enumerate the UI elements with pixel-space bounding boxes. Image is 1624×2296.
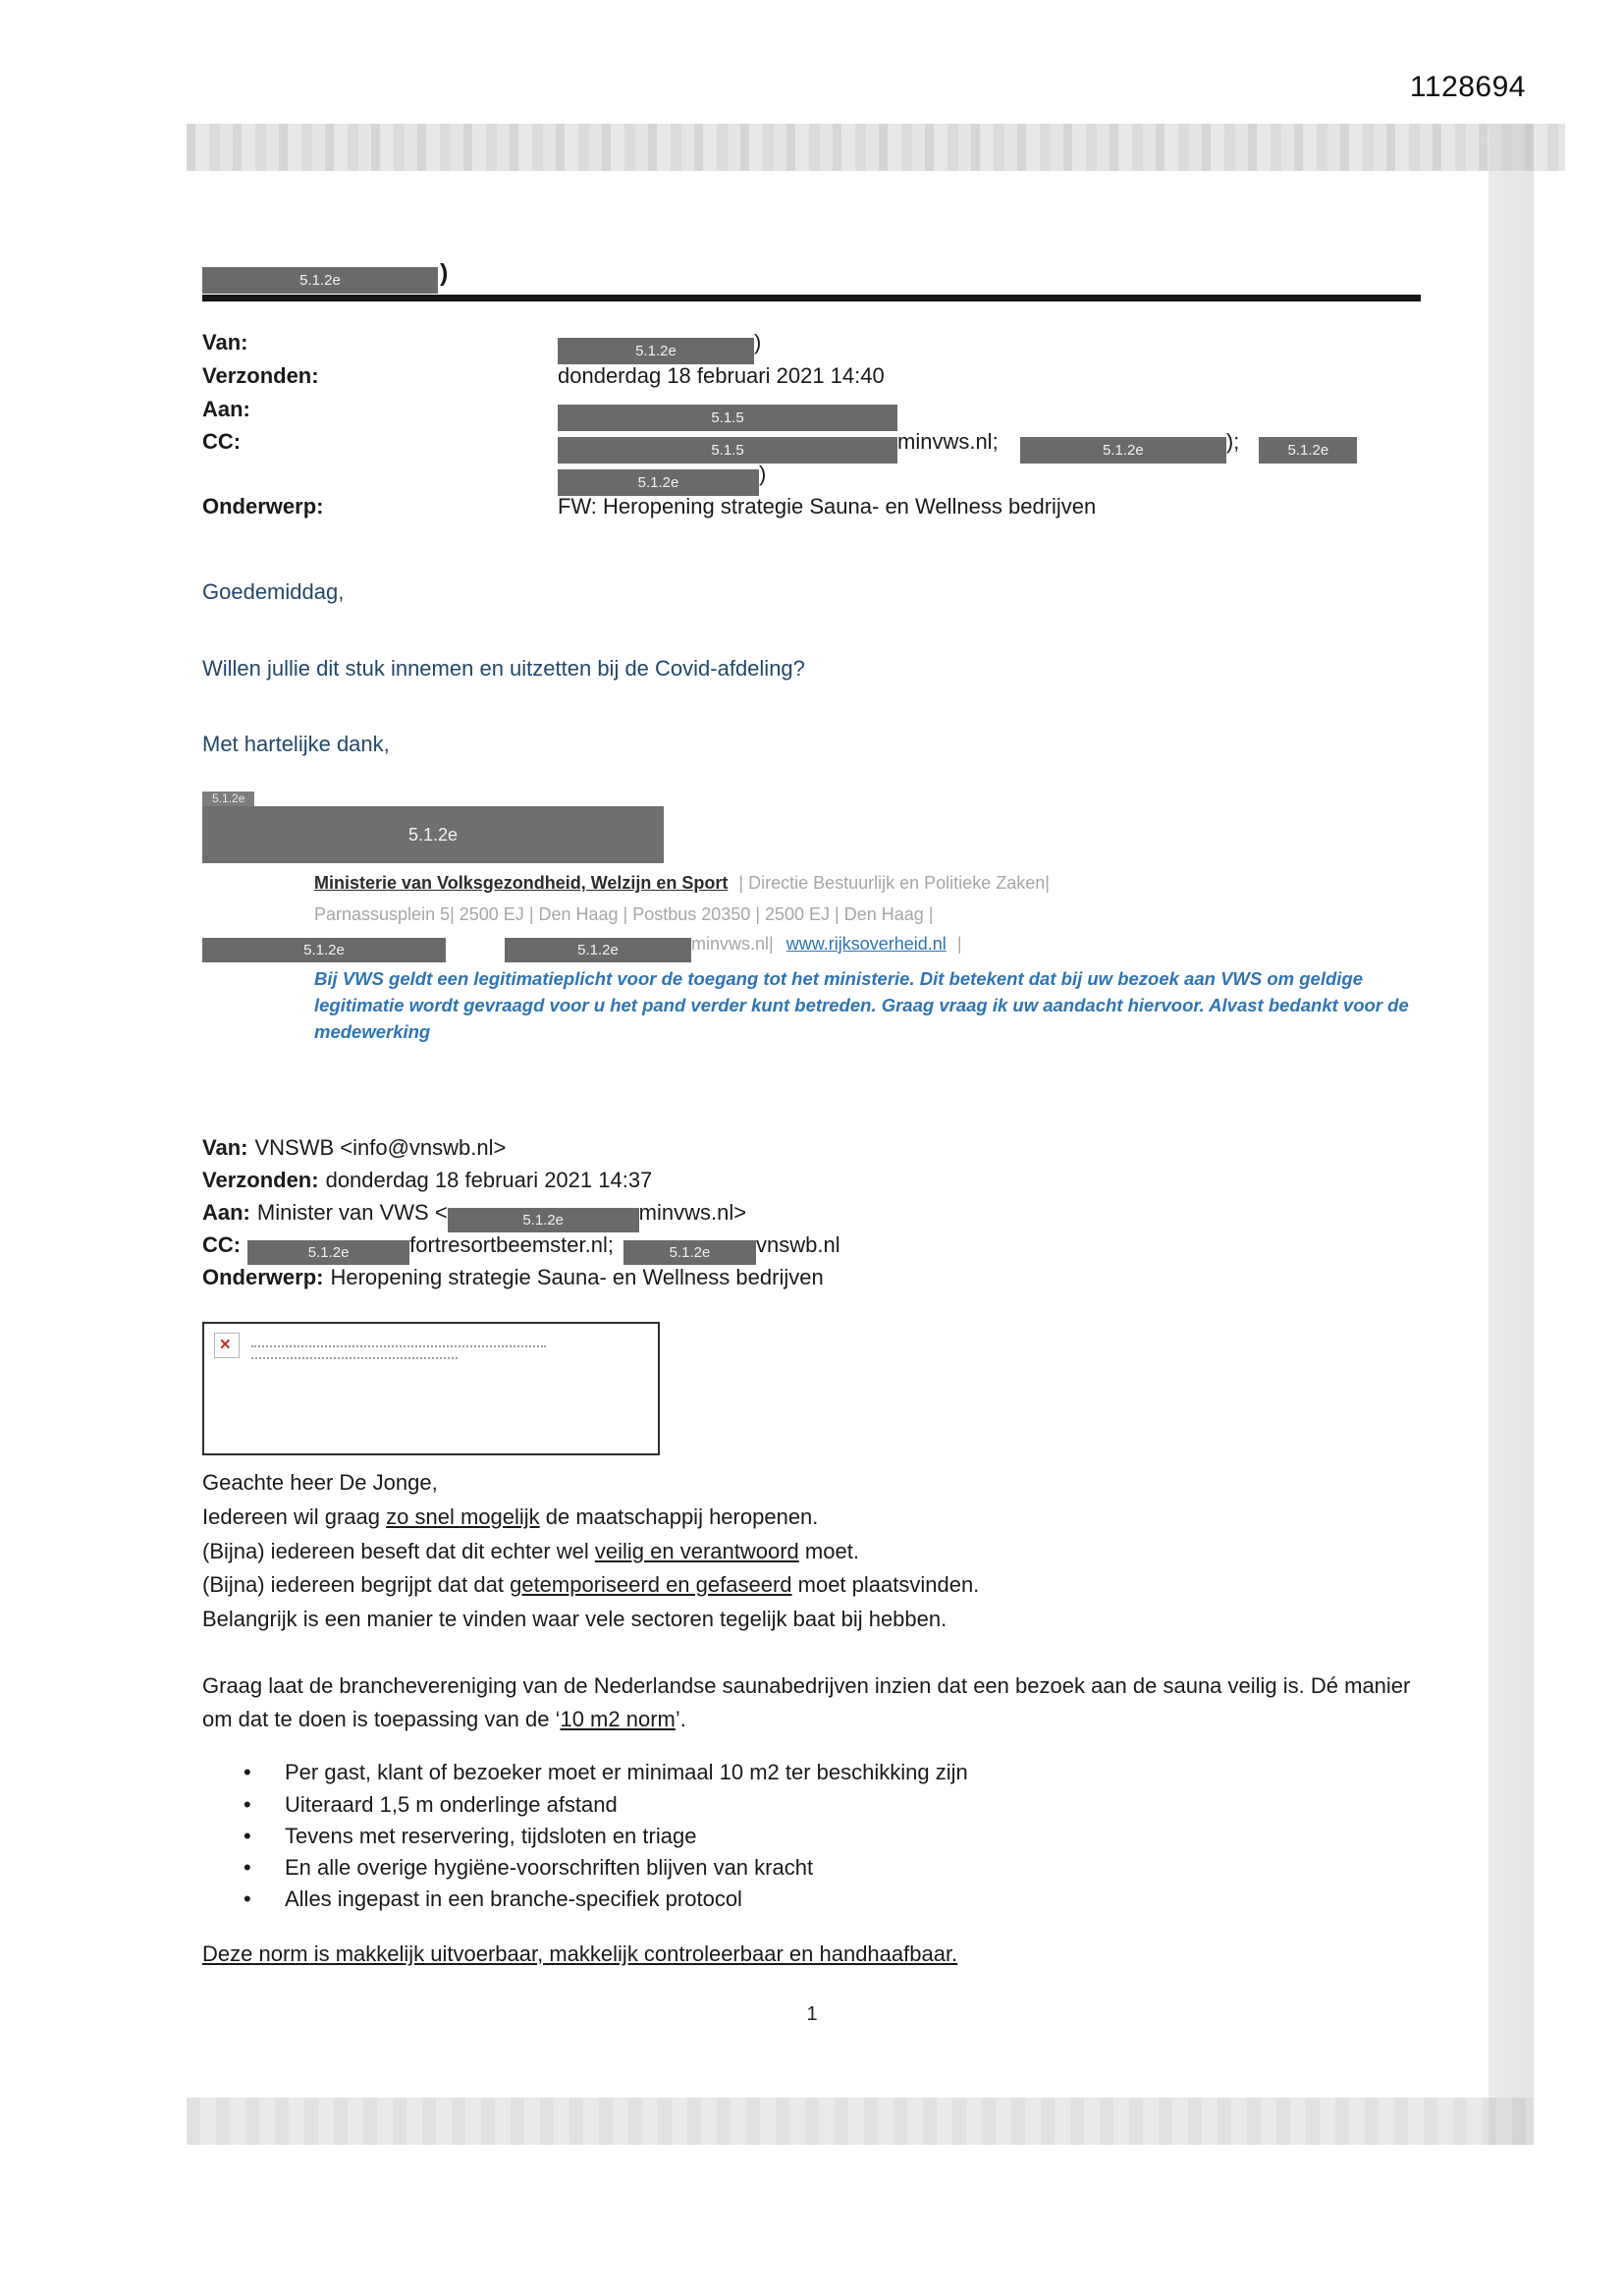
underlined-phrase: veilig en verantwoord bbox=[594, 1539, 799, 1563]
aan-pre: Minister van VWS < bbox=[256, 1200, 448, 1225]
header2-verzonden-row bbox=[202, 1168, 652, 1193]
broken-image-placeholder bbox=[202, 1322, 660, 1455]
letter-closing-line: Deze norm is makkelijk uitvoerbaar, makkelijk controleerbaar en handhaafbaar. bbox=[202, 1941, 958, 1966]
rijksoverheid-link[interactable]: www.rijksoverheid.nl bbox=[785, 934, 947, 954]
bullet-item bbox=[244, 1855, 813, 1881]
redaction-bar: 5.1.2e bbox=[558, 338, 754, 364]
redaction-bar: 5.1.5 bbox=[558, 405, 897, 431]
aan-post: minvws.nl> bbox=[638, 1200, 747, 1225]
van-close-paren: ) bbox=[754, 330, 762, 355]
redaction-bar: 5.1.2e bbox=[247, 1240, 409, 1265]
bullet-text: Alles ingepast in een branche-specifiek protocol bbox=[285, 1886, 742, 1911]
aan-value bbox=[558, 397, 897, 431]
header2-cc-row bbox=[202, 1232, 840, 1265]
scan-artifact-top-band bbox=[187, 124, 1565, 171]
sentence-text: (Bijna) iedereen beseft dat dit echter wel bbox=[202, 1539, 595, 1563]
cc-label: CC: bbox=[202, 1232, 242, 1257]
redaction-bar: 5.1.2e bbox=[448, 1208, 639, 1232]
verzonden-value: donderdag 18 februari 2021 14:40 bbox=[558, 363, 885, 388]
bullet-item bbox=[244, 1824, 696, 1849]
scan-artifact-bottom-band bbox=[187, 2098, 1534, 2145]
sentence-text: (Bijna) iedereen begrijpt dat dat bbox=[202, 1572, 511, 1597]
cc2-close-paren: ) bbox=[759, 462, 767, 486]
onderwerp-value: FW: Heropening strategie Sauna- en Wellness bedrijven bbox=[558, 494, 1097, 519]
redaction-bar: 5.1.2e bbox=[202, 938, 446, 962]
header2-van-row bbox=[202, 1135, 506, 1161]
document-number: 1128694 bbox=[1409, 71, 1526, 103]
underlined-phrase: getemporiseerd en gefaseerd bbox=[510, 1572, 792, 1597]
letter-sentence-3 bbox=[202, 1572, 979, 1598]
broken-image-icon bbox=[214, 1333, 240, 1358]
underlined-phrase: zo snel mogelijk bbox=[386, 1504, 540, 1529]
cc-label: CC: bbox=[202, 429, 242, 454]
letter-sentence-1 bbox=[202, 1504, 818, 1530]
verzonden-value: donderdag 18 februari 2021 14:37 bbox=[325, 1168, 653, 1192]
page-number: 1 bbox=[806, 2003, 818, 2025]
cc-mid: fortresortbeemster.nl; bbox=[409, 1232, 614, 1257]
bullet-item bbox=[244, 1760, 968, 1785]
bullet-text: En alle overige hygiëne-voorschriften blijven van kracht bbox=[285, 1855, 814, 1880]
cc-post: vnswb.nl bbox=[755, 1232, 840, 1257]
thanks-text: Met hartelijke dank, bbox=[202, 732, 390, 756]
ministry-directie: | Directie Bestuurlijk en Politieke Zaken| bbox=[738, 873, 1050, 893]
email-domain-text: minvws.nl| bbox=[691, 934, 774, 954]
van-label: Van: bbox=[202, 330, 248, 355]
bullet-text: Per gast, klant of bezoeker moet er minimaal 10 m2 ter beschikking zijn bbox=[285, 1760, 968, 1784]
redaction-bar: 5.1.2e bbox=[1259, 437, 1357, 464]
verzonden-label: Verzonden: bbox=[202, 1168, 319, 1192]
bullet-item bbox=[244, 1792, 618, 1818]
bullet-item bbox=[244, 1886, 742, 1912]
ministry-line bbox=[314, 873, 1050, 894]
van-value bbox=[558, 330, 761, 364]
sentence-text: de maatschappij heropenen. bbox=[539, 1504, 819, 1529]
cc-value-line2 bbox=[558, 462, 766, 496]
redaction-bar: 5.1.2e bbox=[558, 469, 759, 496]
header2-onderwerp-row bbox=[202, 1265, 824, 1290]
header2-aan-row bbox=[202, 1200, 746, 1232]
verzonden-label: Verzonden: bbox=[202, 363, 319, 388]
redaction-tab: 5.1.2e bbox=[202, 792, 254, 806]
paragraph-text: Graag laat de branchevereniging van de Nederlandse saunabedrijven inzien dat een bezoek aan de sauna veilig is. Dé manier om dat te doen is toepassing van de ‘ bbox=[202, 1673, 1411, 1731]
onderwerp-value: Heropening strategie Sauna- en Wellness bedrijven bbox=[330, 1265, 824, 1289]
question-text: Willen jullie dit stuk innemen en uitzetten bij de Covid-afdeling? bbox=[202, 656, 805, 681]
van-value: VNSWB <info@vnswb.nl> bbox=[254, 1135, 507, 1160]
redaction-signature-box: 5.1.2e bbox=[202, 806, 664, 863]
letter-sentence-4: Belangrijk is een manier te vinden waar vele sectoren tegelijk baat bij hebben. bbox=[202, 1607, 947, 1631]
placeholder-caption-line bbox=[251, 1357, 458, 1359]
top-redaction-row bbox=[202, 259, 448, 294]
cc-domain: minvws.nl; bbox=[897, 429, 999, 454]
website-tail: | bbox=[956, 934, 962, 954]
onderwerp-label: Onderwerp: bbox=[202, 494, 324, 519]
redaction-bar: 5.1.2e bbox=[1020, 437, 1226, 464]
bullet-text: Tevens met reservering, tijdsloten en triage bbox=[285, 1824, 697, 1848]
paragraph-text: ’. bbox=[675, 1707, 686, 1731]
greeting-text: Goedemiddag, bbox=[202, 579, 345, 604]
vws-disclaimer: Bij VWS geldt een legitimatieplicht voor de toegang tot het ministerie. Dit betekent dat bij uw bezoek aan VWS om geldige legitimatie wordt gevraagd voor u het pand verder kunt betreden. Graag vraag ik uw aandacht hiervoor. Alvast bedankt voor de medewerking bbox=[314, 968, 1409, 1042]
close-paren: ) bbox=[440, 259, 449, 287]
ministry-address: Parnassusplein 5| 2500 EJ | Den Haag | Postbus 20350 | 2500 EJ | Den Haag | bbox=[314, 904, 934, 924]
redaction-bar: 5.1.5 bbox=[558, 437, 897, 464]
cc-value bbox=[558, 429, 1357, 464]
redaction-bar: 5.1.2e bbox=[623, 1240, 756, 1265]
sentence-text: Iedereen wil graag bbox=[202, 1504, 387, 1529]
sentence-text: moet. bbox=[798, 1539, 859, 1563]
redaction-bar: 5.1.2e bbox=[505, 938, 691, 962]
underlined-phrase: 10 m2 norm bbox=[560, 1707, 676, 1731]
onderwerp-label: Onderwerp: bbox=[202, 1265, 324, 1289]
letter-salutation: Geachte heer De Jonge, bbox=[202, 1470, 438, 1495]
cc-close-paren: ); bbox=[1225, 429, 1240, 454]
aan-label: Aan: bbox=[202, 1200, 250, 1225]
placeholder-caption-line bbox=[251, 1345, 546, 1347]
sentence-text: moet plaatsvinden. bbox=[791, 1572, 980, 1597]
scan-divider-line bbox=[202, 295, 1421, 301]
letter-sentence-2 bbox=[202, 1539, 859, 1564]
ministry-contact-line bbox=[202, 934, 962, 962]
bullet-text: Uiteraard 1,5 m onderlinge afstand bbox=[285, 1792, 618, 1817]
letter-paragraph-2 bbox=[202, 1669, 1425, 1736]
ministry-name: Ministerie van Volksgezondheid, Welzijn en Sport bbox=[314, 873, 729, 893]
van-label: Van: bbox=[202, 1135, 248, 1160]
redaction-bar: 5.1.2e bbox=[202, 267, 438, 294]
aan-label: Aan: bbox=[202, 397, 250, 421]
scan-artifact-right-band bbox=[1489, 124, 1534, 2145]
